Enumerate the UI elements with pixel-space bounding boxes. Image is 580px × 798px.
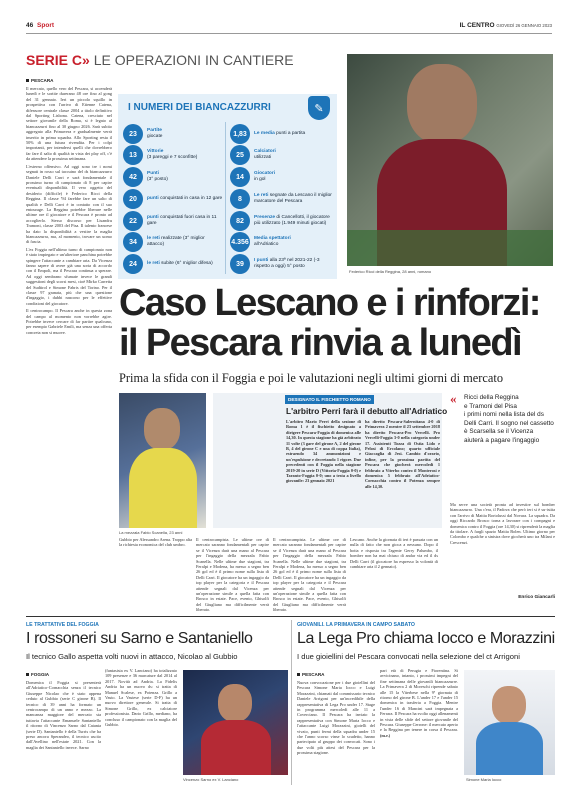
mid-article-col-2: Il centrocampista. Le ultime ore di mercato saranno fondamentali per capire se il Vicenza darà una mano al Pescara per l'ingaggio della mezzala Fabio Scanella. Nelle ultime due stagioni, tra Feralpi e Modena, ha messo a segno ben 26 gol ed è il primo nome sulla lista di Delli Carri. Il giocatore ha un ingaggio da top player per la categoria e il Pescara attende segnali dal Vicenza per un'operazione simile a quella fatta con Brosco in estate. Pace, evento, Ghisolfi del Giugliano ma difficilmente verrà liberato. [196, 537, 269, 612]
stat-right-6: 39 I punti alla 23ª nel 2021-22 (-3 rispetto a oggi) 5° posto [230, 254, 334, 274]
headline-line-1: Caso Lescano e i rinforzi: [119, 282, 540, 324]
referee-box [213, 393, 448, 528]
headline-line-2: il Pescara rinvia a lunedì [119, 322, 521, 364]
youth-title: La Lega Pro chiama Iocco e Morazzini [297, 630, 555, 647]
stat-right-0: 1,83 Le media punti a partita [230, 124, 334, 144]
stat-right-5: 4.356 Media spettatori all'Adriatico [230, 232, 334, 252]
left-article [26, 86, 112, 491]
subheadline: Prima la sfida con il Foggia e poi le valutazioni negli ultimi giorni di mercato [119, 371, 504, 385]
photo-caption-iocco: Simone Maria Iocco [466, 777, 502, 782]
section-label: Sport [37, 22, 55, 29]
stat-left-2: 42 Punti (3° posto) [123, 167, 223, 187]
mid-article-col-3: Il centrocampista. Le ultime ore di mercato saranno fondamentali per capire se il Vicenza darà una mano al Pescara per l'ingaggio della mezzala Fabio Scanella. Nelle ultime due stagioni, tra Feralpi e Modena, ha messo a segno ben 26 gol ed è il primo nome sulla lista di Delli Carri. Il giocatore ha un ingaggio da top player per la categoria e il Pescara attende segnali dal Vicenza per un'operazione simile a quella fatta con Brosco in estate. Pace, evento, Ghisolfi del Giugliano ma difficilmente verrà liberato. [273, 537, 346, 612]
page-number: 46 [26, 22, 34, 29]
stat-right-1: 25 Calciatori utilizzati [230, 145, 334, 165]
stat-right-4: 82 Presenze di Cancellotti, il giocatore più utilizzato (1.949 minuti giocati) [230, 211, 334, 231]
referee-col-1: L'arbitro Mario Perri della sezione di Roma 1 è il fischietto designato a dirigere Pescara-Foggia di domenica alle 14,30. In questa stagione ha già arbitrato 11 volte (3 gare del girone A, 2 del girone B, 4 del girone C e una di coppa Italia), estraendo 34 ammonizioni e un'espulsione e decretando 1 rigore. Due precedenti con il Foggia nella stagione 2019-20 in serie D (Vittoria-Foggia 0-0) e Taranto-Foggia 0-0; uno a testa a livello giovanile: 23 gennaio 2021 [286, 419, 361, 484]
sidebar-text-rest: i primi nomi nella lista del ds Delli Carri. Il sogno nel cassetto è Scarsella se il Vicenza aiuterà a pagare l'ingaggio [464, 411, 554, 444]
stat-left-6: 24 le reti subite (6° miglior difesa) [123, 254, 223, 274]
left-article-p2: L'esterno offensivo. Ad oggi sono tre i nomi segnati in rosso sul taccuino del ds biancazzurro Daniele Delli Carri e sarà fondamentale il prossimo turno di campionato di 8 per capire eventuali disponibilità. Il vero oggetto del desiderio (difficile) è Federico Ricci della Reggina. Il classe '94 farebbe fare un salto di qualità e Delli Carri è in contatto con il suo entourage. La Reggina potrebbe liberare nelle ultime ore il giocatore e il Pescara è pronto ad accoglierlo. Stesso discorso per Lisandru Tramoni, classe 2003 del Pisa. Il talento francese ha dato la disponibilità a vestire la maglia biancazzurra, ma, al momento, trovare un uomo di fascia. [26, 163, 112, 245]
section-divider [26, 616, 555, 617]
foggia-body-1: Domenica il Foggia si presenterà all'Adriatico-Cornacchia senza il tecnico Giuseppe Nicolao che è stato appena ceduto al Gubbio (serie C girone B). Il tecnico di 39 anni ha formato un centrocampo di un anno e mezzo. La mancanza maggiore del mercato sta tuttavia l'attaccante Emanuele Santaniello il ritorno di Vincenzo Sarno dal Catania (serie D). Santaniello è della Turris che ha preso ancora Sperandeo, il tecnico uscito dall'Avellino nell'estate 2021. Con la maglia dei Santaniello invece. Sarno [26, 680, 101, 750]
stats-divider [225, 122, 226, 274]
stat-left-4: 22 punti conquistati fuori casa in 11 gare [123, 211, 223, 231]
foggia-body-2: (fantasista ex V. Lanciano) ha totalizzato 109 presenze e 36 marcature dal 2014 al 2017. Novità ad Andria. La Fidelis Andria ha un nuovo ds: si tratta di Manuel Scalese, ex Potenza. Grillo a Vasto. La Vastese (serie D-F) ha un nuovo direttore generale. Si tratta di Simone Grillo, ex calciatore professionista. Dario Grillo, mediano, ha concluso il campionato con la maglia del Gubbio. [105, 668, 177, 728]
kicker-title: LE OPERAZIONI IN CANTIERE [93, 52, 294, 68]
stat-left-0: 23 Partite giocate [123, 124, 223, 144]
dateline-foggia: FOGGIA [26, 672, 49, 677]
dateline-pescara-youth: PESCARA [297, 672, 324, 677]
photo-caption-sarno: Vincenzo Sarno ex V. Lanciano [183, 777, 239, 782]
left-article-p3: L'ex Foggia nell'ultimo turno di campionato non è stato impiegato e un'ulteriore panchina potrebbe spingere l'attaccante a cambiare aria. Da Vicenza fanno sapere di avere già una sorta di accordo con il Empoli, ma il Pescara continua a sperare. Ad oggi sembrano sfumate invece le grandi suggestioni degli scorsi mesi, cioè Mirko Carretta del Sudtirol e Simone Fabris del Torino. Per il classe 97 granata, più che una questione d'ingaggio, i dubbi nascono per le effettive condizioni del giocatore. [26, 246, 112, 306]
page-header [26, 22, 552, 34]
sidebar-text-2: e Tramoni del Pisa [464, 402, 517, 410]
sidebar-text-1: Ricci della Reggina [464, 394, 519, 401]
photo-fabio-scanella [119, 393, 206, 528]
youth-tag: GIOVANILI. LA PRIMAVERA IN CAMPO SABATO [297, 622, 415, 628]
sidebar-signature: Enrico Giancarli [518, 595, 555, 600]
referee-title: L'arbitro Perri farà il debutto all'Adriatico [286, 406, 448, 416]
quote-mark-icon: « [450, 391, 457, 406]
mid-article-col-1: Gubbio per Alessandro Arena. Troppo alta la richiesta economica del club umbro. [119, 537, 192, 548]
youth-subtitle: I due gioiellini del Pescara convocati nella selezione del ct Arrigoni [297, 652, 520, 661]
paper-name: IL CENTRO [459, 22, 495, 29]
stat-left-1: 13 Vittorie (3 pareggi e 7 sconfitte) [123, 145, 223, 165]
referee-col-2: ha diretto Pescara-Salernitana 4-0 di Primavera 2 mentre il 23 settembre 2018 ha diretto Pescara-Pro Vercelli. Pro Vercelli-Foggia 3-0 nella categoria under 17. Assistenti Tozza di Ostia Lido e Pelosi di Ercolano; quarto ufficiale Giaccaglia di Jesi. Cambio d'orario, infine, per la prossima partita del Pescara che giocherà mercoledì 1 febbraio a Viterbo contro il Monterosi e domenica 5 febbraio all'Adriatico-Cornacchia contro il Potenza sempre alle 14,30. [365, 419, 440, 489]
sidebar-body: Ma serve una società pronta ad investire sul bomber biancazzurro. Una c'era, il Padova che però ieri si è su-istita con l'arrivo di Mattia Bortolussi dal Novara. La squadra. Da oggi Riccardo Brosco torna a lavorare con i compagni e domenica contro il Foggia (ore 14,30) si riprenderà la maglia da titolare. A fargli spazio Mattia Bolen. Ultimo giorno per Colombo e qualche a sinistra dove giocherà uno tra Milani e Crescenzi. [450, 502, 555, 545]
stat-left-5: 34 le reti realizzate (3° miglior attacco) [123, 232, 223, 252]
youth-body-2: pari età di Perugia e Fiorentina. Si avvicinano, intanto, i prossimi impegni del fine settimana delle giovanili biancazzurre. La Primavera 2 di Moreschi riprende sabato alle 15 la Viterbese nella 9ª giornata di ritorno del girone B. L'under 17 e l'under 15 domenica in trasferta a Foggia. Mentre l'under 16 di Mancini sarà impegnata a Ferrara. Il Pescara ha svolto oggi allenamenti in vista delle sfide del settore giovanile del Pescara. Giuseppe Cerrone: il mercato aperto e la Reggina per tenere in corsa il Pescara. (m.r.) [380, 668, 458, 738]
stat-right-2: 14 Giocatori in gol [230, 167, 334, 187]
stats-box [118, 94, 337, 279]
youth-body-1: Nuova convocazione per i due gioiellini del Pescara Simone Maria Iocco e Luigi Morazzini, chiamati dal commissario tecnico Daniele Arrigoni per un'incredibile della rappresentativa di Lega Pro under 17. Stage in programma mercoledì alle 11 a Coverciano. Il Pescara ha inviato la rappresentativa con Simone Maria Iocco e l'attaccante Luigi Morazzini, gioielli del vivaio, punti fermi della squadra under 15 che l'anno scorso vinse lo scudetto, hanno partecipato al gruppo dei convocati. Sono i due volti più attesi del Pescara per la prossima stagione. [297, 680, 375, 756]
foggia-title: I rossoneri su Sarno e Santaniello [26, 630, 253, 647]
photo-simone-iocco [464, 670, 555, 775]
stat-left-3: 20 punti conquistati in casa in 12 gare [123, 189, 223, 209]
league-label: SERIE C [26, 52, 83, 68]
photo-vincenzo-sarno [183, 670, 288, 775]
stat-right-3: 8 Le reti segnate da Lescano il miglior marcatore del Pescara [230, 189, 334, 209]
dateline-pescara: PESCARA [26, 78, 53, 83]
sidebar-ricci [450, 393, 555, 613]
foggia-tag: LE TRATTATIVE DEL FOGGIA [26, 622, 99, 628]
photo-caption-ricci: Federico Ricci della Reggina, 28 anni, romano [349, 269, 432, 274]
referee-tag: DESIGNATO IL FISCHIETTO ROMANO [285, 395, 374, 404]
headline [119, 283, 559, 363]
left-article-p1: Il mercato, quello vero del Pescara, si accenderà lunedì e le sortite durerano 48 ore fino al gong del 31 gennaio. Ieri un piccolo squillo in prospettiva con l'arrivo di Etienne Catena, difensore centrale classe 2004 a titolo definitivo dal Sporting Lisbona. Catena, cresciuto nel settore giovanile della Roma, si è legato al biancazzurri fino al 30 giugno 2026. Sarà subito aggregato alla Primavera e gradualmente verrà inserito in prima squadra. Allo Sporting resta il 50% di una futura rivendita. Per i colpi importanti, per intendersi quelli che dovrebbero far fare il salto di qualità in vista dei play off, c'è da attendere la prossima settimana. [26, 86, 112, 162]
issue-date: GIOVEDÌ 26 GENNAIO 2023 [496, 23, 552, 28]
foggia-subtitle: Il tecnico Gallo aspetta volti nuovi in attacco, Nicolao al Gubbio [26, 652, 238, 661]
left-article-p4: Il centrocampo. Il Pescara anche in questa zona del campo al momento non vorrebbe agire. Potrebbe invece cercare di far partire qualcuno, per esempio Gabriele Emili, ma senza una offerta concreta non si muove. [26, 308, 112, 335]
pescara-crest-icon: ✎ [308, 96, 330, 120]
section-kicker: SERIE C» LE OPERAZIONI IN CANTIERE [26, 52, 294, 68]
stats-title: I NUMERI DEI BIANCAZZURRI [128, 102, 271, 113]
photo-federico-ricci [347, 54, 553, 266]
mid-article-col-4: Lescano. Anche la giornata di ieri è passata con un nulla di fatto che non gioca a nessuno. Dopo il botta e risposta tra l'agente Gerry Palumbo, il bomber non ha mai chiuso di andar via ed il ds Delli Carri (il giocatore ha espresso la volontà di cambiare aria il 2 gennaio). [350, 537, 438, 570]
photo-caption-scanella: La mezzala Fabio Scanella, 23 anni [119, 530, 183, 535]
youth-signature: (m.r.) [380, 732, 391, 738]
bottom-vertical-divider [291, 620, 292, 785]
